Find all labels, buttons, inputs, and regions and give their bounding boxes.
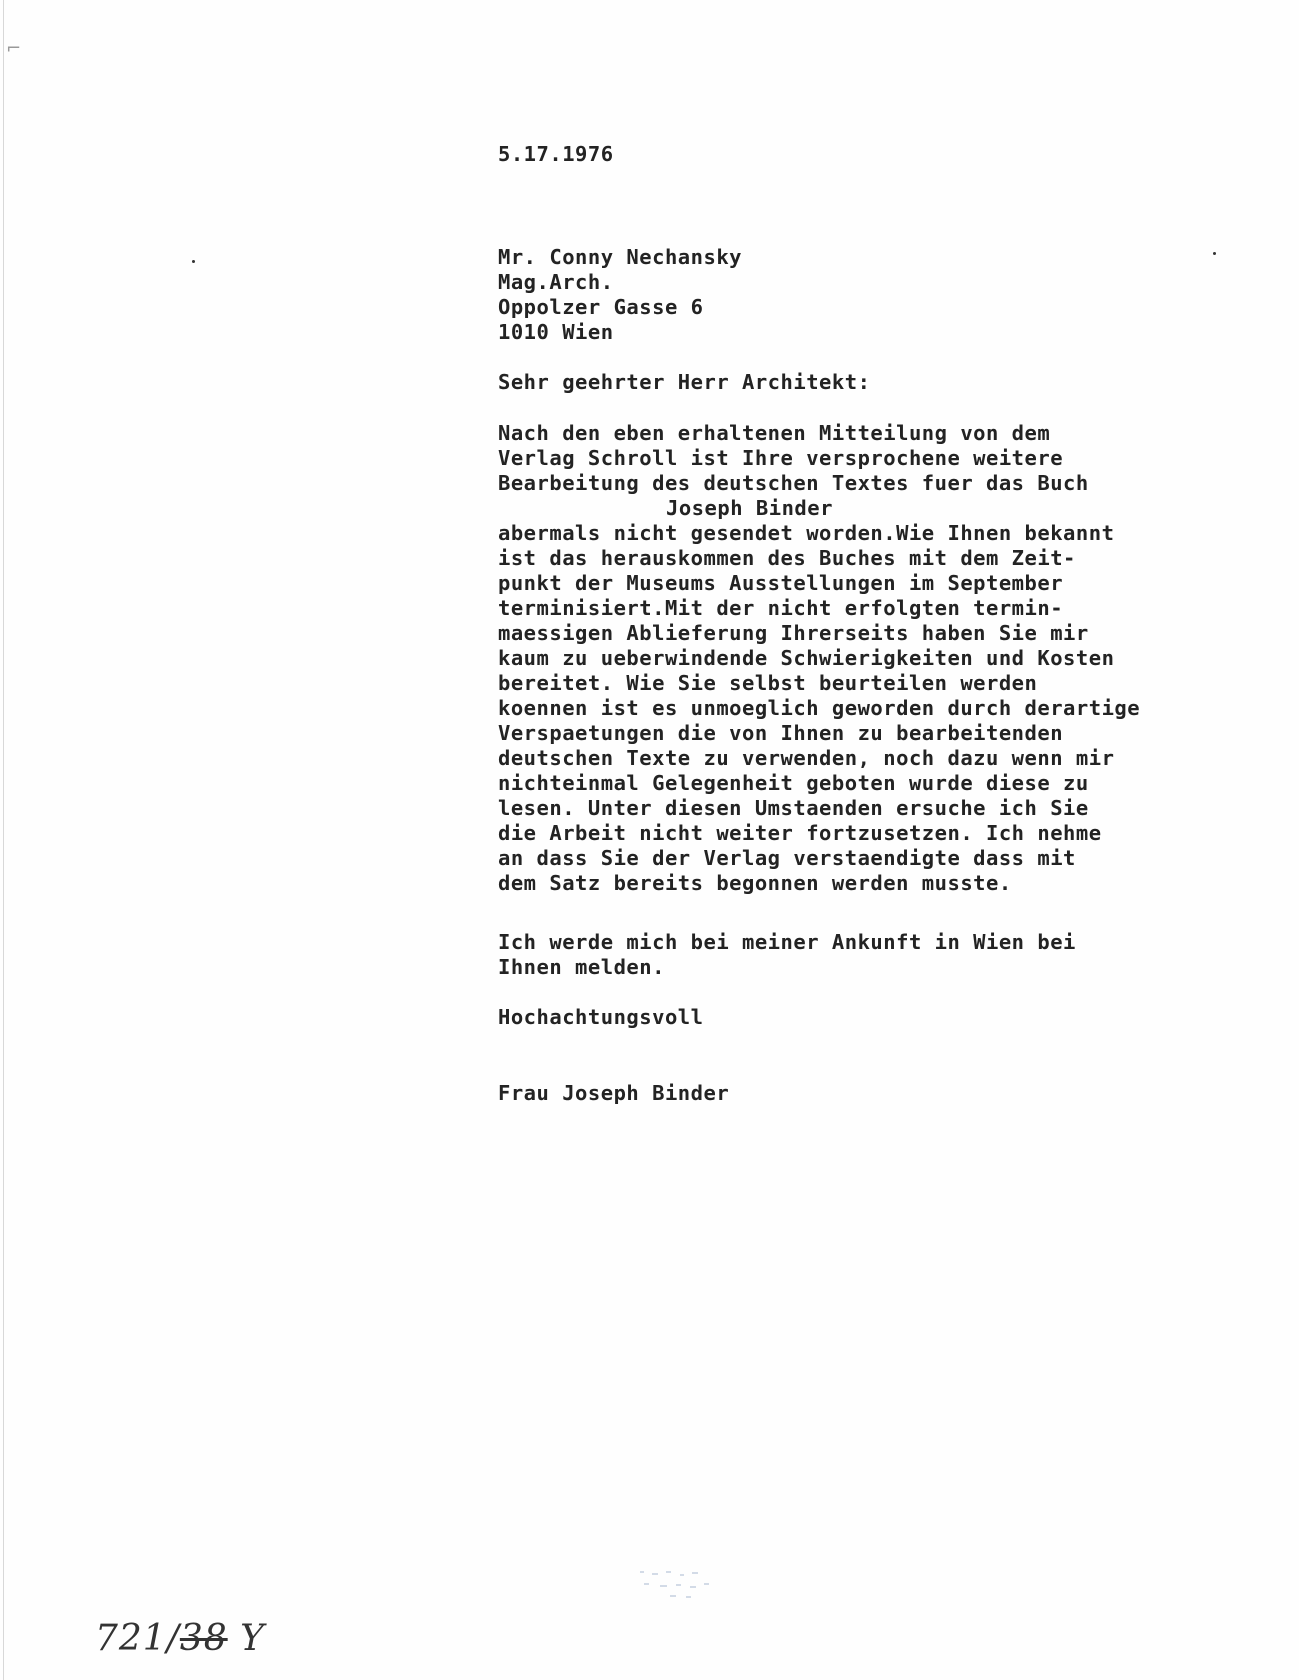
archive-number-suffix: Y — [240, 1618, 265, 1659]
letter-date: 5.17.1976 — [498, 142, 614, 166]
archive-number-prefix: 721/ — [95, 1618, 180, 1659]
letter-body — [498, 421, 1140, 896]
body-line: koennen ist es unmoeglich geworden durch derartige — [498, 696, 1141, 720]
book-title: Joseph Binder — [666, 496, 833, 520]
body-line: maessigen Ablieferung Ihrerseits haben Sie mir — [498, 621, 1089, 645]
body-line: lesen. Unter diesen Umstaenden ersuche ich Sie — [498, 796, 1089, 820]
body-line: punkt der Museums Ausstellungen im September — [498, 571, 1064, 595]
recipient-address — [498, 245, 742, 345]
closing-line: Ich werde mich bei meiner Ankunft in Wien bei — [498, 930, 1076, 954]
body-line: Verlag Schroll ist Ihre versprochene weitere — [498, 446, 1064, 470]
page-edge — [3, 0, 4, 1680]
closing-line: Ihnen melden. — [498, 955, 665, 979]
body-line: die Arbeit nicht weiter fortzusetzen. Ich nehme — [498, 821, 1102, 845]
body-line: bereitet. Wie Sie selbst beurteilen werden — [498, 671, 1038, 695]
speck — [192, 260, 195, 263]
faint-stamp-mark — [630, 1565, 780, 1605]
salutation: Sehr geehrter Herr Architekt: — [498, 370, 871, 394]
address-line: 1010 Wien — [498, 320, 614, 344]
speck — [1213, 252, 1216, 255]
closing-phrase: Hochachtungsvoll — [498, 1005, 704, 1029]
body-line: Verspaetungen die von Ihnen zu bearbeitenden — [498, 721, 1064, 745]
closing-paragraph — [498, 930, 1076, 980]
body-line: ist das herauskommen des Buches mit dem Zeit- — [498, 546, 1076, 570]
body-line: kaum zu ueberwindende Schwierigkeiten und Kosten — [498, 646, 1115, 670]
body-line: deutschen Texte zu verwenden, noch dazu wenn mir — [498, 746, 1115, 770]
body-line: terminisiert.Mit der nicht erfolgten termin- — [498, 596, 1064, 620]
body-line: Nach den eben erhaltenen Mitteilung von dem — [498, 421, 1051, 445]
body-line: dem Satz bereits begonnen werden musste. — [498, 871, 1012, 895]
signature-name: Frau Joseph Binder — [498, 1081, 730, 1105]
address-line: Mr. Conny Nechansky — [498, 245, 742, 269]
body-line: Bearbeitung des deutschen Textes fuer das Buch — [498, 471, 1089, 495]
body-line: abermals nicht gesendet worden.Wie Ihnen bekannt — [498, 521, 1115, 545]
body-line: an dass Sie der Verlag verstaendigte dass mit — [498, 846, 1076, 870]
archive-number-struck: 38 — [179, 1618, 228, 1659]
corner-mark-icon: ⌐ — [6, 38, 22, 59]
archive-number — [95, 1618, 265, 1659]
address-line: Mag.Arch. — [498, 270, 614, 294]
address-line: Oppolzer Gasse 6 — [498, 295, 704, 319]
body-line: nichteinmal Gelegenheit geboten wurde diese zu — [498, 771, 1089, 795]
